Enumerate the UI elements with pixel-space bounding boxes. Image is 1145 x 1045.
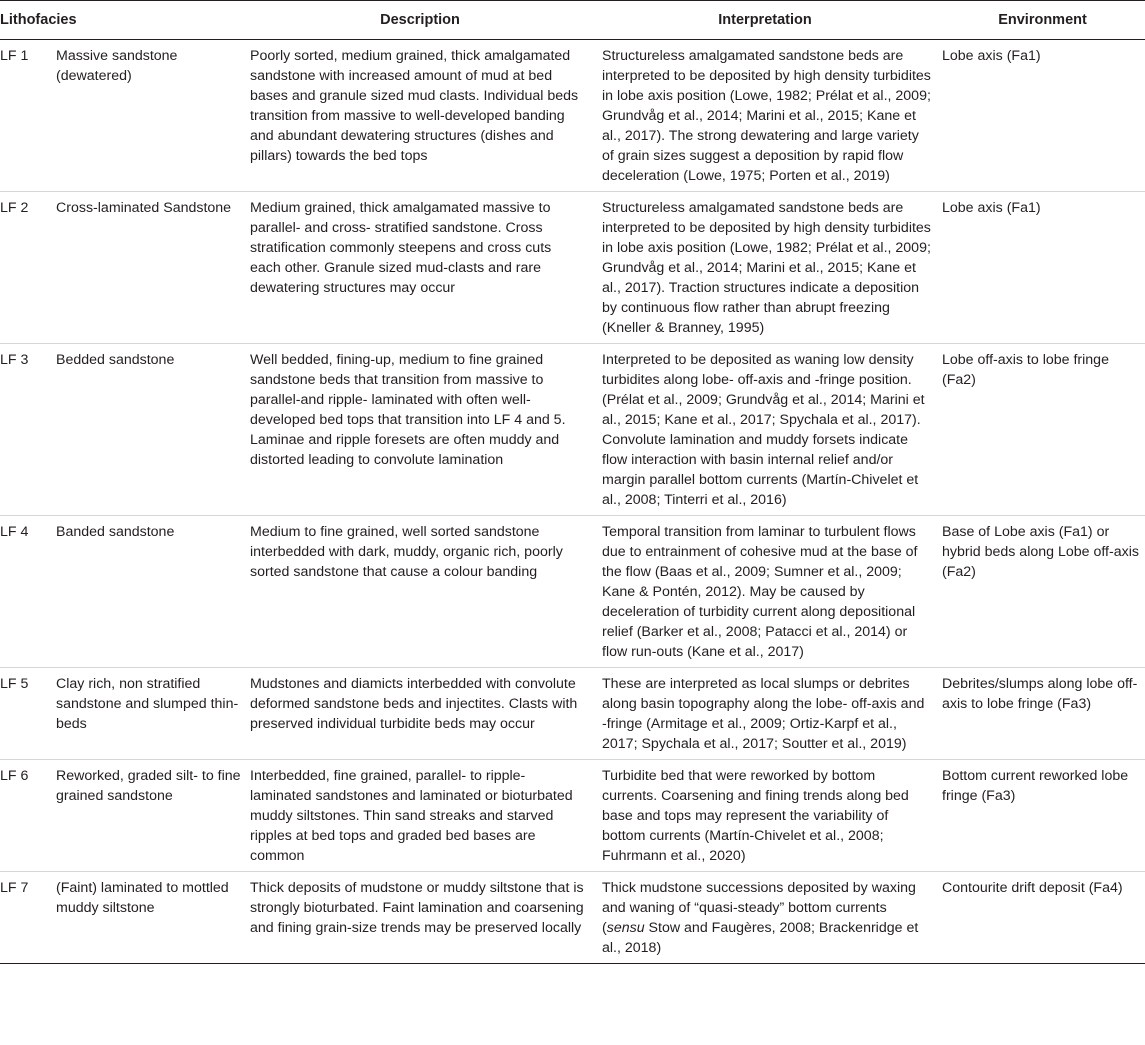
lithofacies-code: LF 6 [0,760,52,872]
interpretation-cell: Turbidite bed that were reworked by bottom currents. Coarsening and fining trends along bed base and tops may represent the variability of bottom currents (Martín-Chivelet et al., 2008; Fuhrmann et al., 2020) [590,760,940,872]
description-cell: Interbedded, fine grained, parallel- to ripple-laminated sandstones and laminated or bioturbated muddy siltstones. Thin sand streaks and starved ripples at bed tops and graded bed bases are common [250,760,590,872]
description-cell: Medium grained, thick amalgamated massive to parallel- and cross- stratified sandstone. Cross stratification commonly steepens and cross cuts each other. Granule sized mud-clasts and rare dewatering structures may occur [250,192,590,344]
table-row [0,344,1145,516]
table-row [0,516,1145,668]
description-cell: Well bedded, fining-up, medium to fine grained sandstone beds that transition from massive to parallel-and ripple- laminated with often well-developed bed tops that transition into LF 4 and 5. Laminae and ripple foresets are often muddy and distorted leading to convolute lamination [250,344,590,516]
lithofacies-name: Clay rich, non stratified sandstone and slumped thin- beds [52,668,250,760]
header-description: Description [250,1,590,40]
description-cell: Mudstones and diamicts interbedded with convolute deformed sandstone beds and injectites. Clasts with preserved individual turbidite beds may occur [250,668,590,760]
lithofacies-name: Bedded sandstone [52,344,250,516]
description-cell: Medium to fine grained, well sorted sandstone interbedded with dark, muddy, organic rich, poorly sorted sandstone that cause a colour banding [250,516,590,668]
description-cell: Poorly sorted, medium grained, thick amalgamated sandstone with increased amount of mud at bed bases and granule sized mud clasts. Individual beds transition from massive to well-developed banding and abundant dewatering structures (dishes and pillars) towards the bed tops [250,40,590,192]
lithofacies-name: (Faint) laminated to mottled muddy siltstone [52,872,250,964]
lithofacies-name: Cross-laminated Sandstone [52,192,250,344]
table-header-row [0,1,1145,40]
interpretation-cell: Structureless amalgamated sandstone beds are interpreted to be deposited by high density turbidites in lobe axis position (Lowe, 1982; Prélat et al., 2009; Grundvåg et al., 2014; Marini et al., 2015; Kane et al., 2017). Traction structures indicate a deposition by continuous flow rather than abrupt freezing (Kneller & Branney, 1995) [590,192,940,344]
environment-cell: Debrites/slumps along lobe off-axis to lobe fringe (Fa3) [940,668,1145,760]
interpretation-cell [590,872,940,964]
environment-cell: Contourite drift deposit (Fa4) [940,872,1145,964]
interpretation-text: Thick mudstone successions deposited by waxing and waning of “quasi-steady” bottom currents ( [602,880,916,936]
lithofacies-code: LF 5 [0,668,52,760]
environment-cell: Lobe off-axis to lobe fringe (Fa2) [940,344,1145,516]
table-row [0,668,1145,760]
interpretation-cell: Structureless amalgamated sandstone beds are interpreted to be deposited by high density turbidites in lobe axis position (Lowe, 1982; Prélat et al., 2009; Grundvåg et al., 2014; Marini et al., 2015; Kane et al., 2017). The strong dewatering and large variety of grain sizes suggest a deposition by rapid flow deceleration (Lowe, 1975; Porten et al., 2019) [590,40,940,192]
environment-cell: Bottom current reworked lobe fringe (Fa3) [940,760,1145,872]
interpretation-cell: These are interpreted as local slumps or debrites along basin topography along the lobe- off-axis and -fringe (Armitage et al., 2009; Ortiz-Karpf et al., 2017; Spychala et al., 2017; Soutter et al., 2019) [590,668,940,760]
interpretation-cell: Interpreted to be deposited as waning low density turbidites along lobe- off-axis and -fringe position. (Prélat et al., 2009; Grundvåg et al., 2014; Marini et al., 2015; Kane et al., 2017; Spychala et al., 2017). Convolute lamination and muddy forsets indicate flow interaction with basin internal relief and/or margin parallel bottom currents (Martín-Chivelet et al., 2008; Tinterri et al., 2016) [590,344,940,516]
environment-cell: Lobe axis (Fa1) [940,40,1145,192]
interpretation-text: Stow and Faugères, 2008; Brackenridge et al., 2018) [602,920,919,956]
header-interpretation: Interpretation [590,1,940,40]
lithofacies-name: Banded sandstone [52,516,250,668]
table-row [0,760,1145,872]
header-lithofacies: Lithofacies [0,1,250,40]
lithofacies-code: LF 2 [0,192,52,344]
description-cell: Thick deposits of mudstone or muddy siltstone that is strongly bioturbated. Faint lamination and coarsening and fining grain-size trends may be preserved locally [250,872,590,964]
environment-cell: Lobe axis (Fa1) [940,192,1145,344]
interpretation-cell: Temporal transition from laminar to turbulent flows due to entrainment of cohesive mud at the base of the flow (Baas et al., 2009; Sumner et al., 2009; Kane & Pontén, 2012). May be caused by deceleration of turbidity current along depositional relief (Barker et al., 2008; Patacci et al., 2014) or flow run-outs (Kane et al., 2017) [590,516,940,668]
lithofacies-code: LF 4 [0,516,52,668]
interpretation-italic: sensu [606,920,645,936]
lithofacies-code: LF 3 [0,344,52,516]
lithofacies-code: LF 1 [0,40,52,192]
environment-cell: Base of Lobe axis (Fa1) or hybrid beds along Lobe off-axis (Fa2) [940,516,1145,668]
table-row [0,40,1145,192]
lithofacies-name: Massive sandstone (dewatered) [52,40,250,192]
table-row [0,192,1145,344]
header-environment: Environment [940,1,1145,40]
lithofacies-name: Reworked, graded silt- to fine grained sandstone [52,760,250,872]
table-row [0,872,1145,964]
lithofacies-code: LF 7 [0,872,52,964]
